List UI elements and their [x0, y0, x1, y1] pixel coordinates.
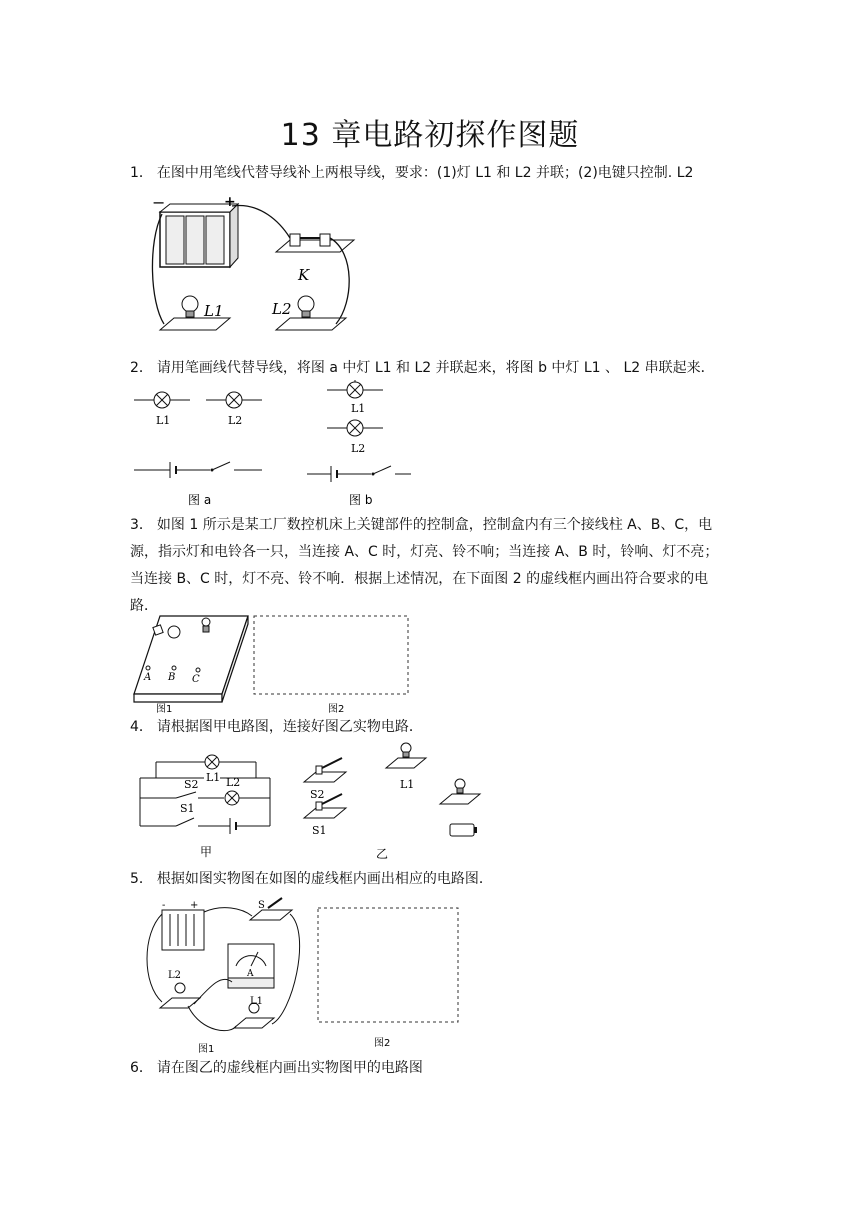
svg-text:S: S — [258, 900, 265, 911]
answer-box-dashed[interactable] — [254, 616, 408, 694]
question-2: 2． 请用笔画线代替导线，将图 a 中灯 L1 和 L2 并联起来，将图 b 中灯 L1 、 L2 串联起来． — [130, 360, 715, 376]
ammeter-icon — [228, 944, 274, 988]
svg-text:L2: L2 — [351, 442, 366, 455]
svg-text:L2: L2 — [228, 414, 243, 427]
svg-text:L1: L1 — [204, 302, 224, 320]
svg-text:−: − — [152, 193, 166, 212]
svg-text:L1: L1 — [351, 402, 366, 415]
switch-k-icon — [276, 234, 354, 252]
svg-text:C: C — [192, 674, 200, 685]
svg-text:图2: 图2 — [374, 1038, 391, 1049]
svg-text:K: K — [298, 266, 310, 284]
svg-text:图 a: 图 a — [188, 493, 212, 507]
svg-text:甲: 甲 — [200, 845, 213, 859]
figure-q2-b — [305, 378, 415, 510]
figure-q5-circuit — [132, 894, 472, 1054]
svg-text:图1: 图1 — [156, 704, 173, 715]
figure-q4-schematic — [136, 748, 276, 860]
svg-text:A: A — [247, 969, 254, 979]
svg-text:L1: L1 — [206, 771, 221, 784]
question-3: 3． 如图 1 所示是某工厂数控机床上关键部件的控制盒，控制盒内有三个接线柱 A、B、C，电源，指示灯和电铃各一只，当连接 A、C 时，灯亮、铃不响；当连接 A、B 时，铃响、灯不亮；当连接 B、C 时，灯不亮、铃不响．根据上述情况，在下面图 2 的虚线框内画出符合要求的电路． — [130, 517, 719, 614]
svg-text:图2: 图2 — [328, 704, 345, 715]
svg-text:L2: L2 — [168, 970, 182, 981]
svg-text:-: - — [162, 900, 166, 911]
question-5: 5． 根据如图实物图在如图的虚线框内画出相应的电路图． — [130, 871, 493, 887]
answer-box-dashed[interactable] — [318, 908, 458, 1022]
figure-q4-objects — [300, 742, 490, 862]
question-6: 6． 请在图乙的虚线框内画出实物图甲的电路图 — [130, 1060, 423, 1076]
question-1: 1． 在图中用笔线代替导线补上两根导线，要求：(1)灯 L1 和 L2 并联；(2)电键只控制. L2 — [130, 165, 694, 181]
figure-q2-a — [130, 382, 270, 510]
switch-s2-icon — [304, 758, 346, 782]
battery-icon — [160, 204, 238, 267]
lamp-l1-icon — [386, 743, 426, 768]
svg-text:+: + — [224, 194, 236, 210]
switch-s-icon — [250, 898, 292, 920]
lamp-l2-icon — [440, 779, 480, 804]
svg-text:L2: L2 — [226, 776, 241, 789]
switch-symbol-icon — [176, 792, 196, 798]
svg-text:S2: S2 — [310, 788, 325, 801]
battery-icon — [450, 824, 477, 836]
question-4: 4． 请根据图甲电路图，连接好图乙实物电路． — [130, 719, 423, 735]
svg-text:L1: L1 — [400, 778, 415, 791]
switch-symbol-icon — [373, 466, 391, 474]
svg-text:S1: S1 — [180, 802, 195, 815]
svg-text:图1: 图1 — [198, 1044, 215, 1055]
svg-text:S2: S2 — [184, 778, 199, 791]
bell-icon — [168, 626, 180, 638]
figure-q3-box — [130, 612, 420, 715]
battery-icon — [162, 910, 204, 950]
svg-text:A: A — [144, 672, 152, 683]
lamp-icon — [202, 618, 210, 626]
svg-text:L1: L1 — [250, 996, 264, 1007]
svg-text:+: + — [190, 900, 199, 911]
page-title: 13 章电路初探作图题 — [280, 118, 580, 153]
svg-text:乙: 乙 — [376, 847, 389, 861]
svg-text:S1: S1 — [312, 824, 327, 837]
svg-text:L1: L1 — [156, 414, 171, 427]
figure-q1-circuit — [140, 192, 370, 342]
svg-text:L2: L2 — [272, 300, 292, 318]
svg-text:B: B — [168, 672, 176, 683]
svg-text:图 b: 图 b — [349, 493, 373, 507]
switch-symbol-icon — [176, 818, 194, 826]
lamp-l2-icon — [160, 983, 200, 1008]
switch-symbol-icon — [212, 462, 230, 470]
